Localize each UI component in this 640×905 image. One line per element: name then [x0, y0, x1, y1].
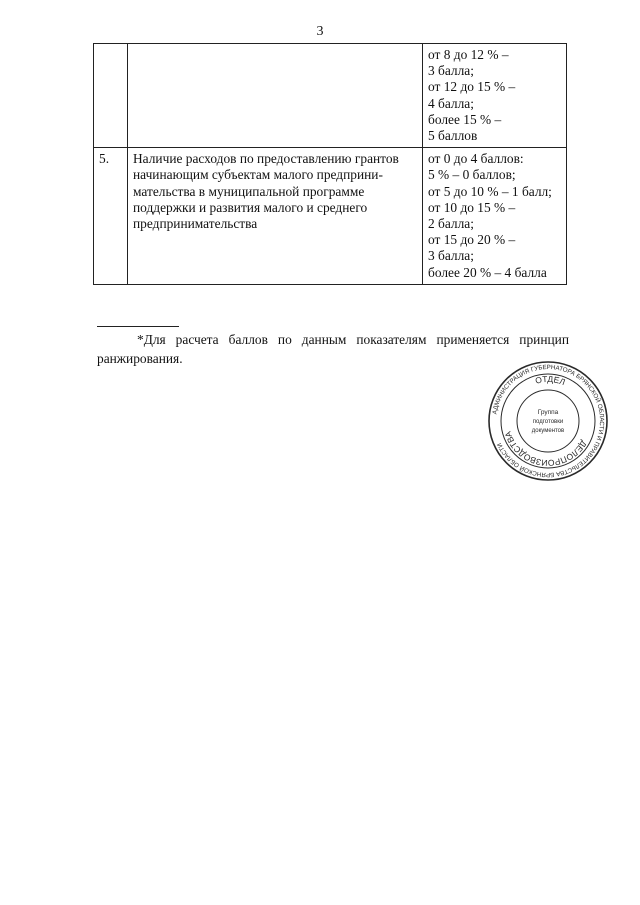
stamp-center-line: документов	[531, 428, 565, 434]
score-line: 2 балла;	[428, 216, 474, 232]
stamp-center-line: Группа	[537, 409, 559, 416]
score-cell	[423, 44, 567, 148]
footnote: *Для расчета баллов по данным показателям применяется принцип ранжирования.	[97, 332, 569, 366]
score-line: более 15 % –	[428, 111, 502, 127]
criterion-text-cell	[128, 148, 423, 285]
score-line: 5 % – 0 баллов;	[428, 167, 516, 183]
score-line: от 8 до 12 % –	[428, 47, 509, 62]
row-number-cell	[94, 44, 128, 148]
criterion-line: Наличие расходов по предоставлению грантов	[133, 151, 399, 167]
score-line: от 0 до 4 баллов:	[428, 151, 524, 167]
score-line: 5 баллов	[428, 128, 478, 144]
score-line: от 15 до 20 % –	[428, 232, 516, 248]
score-line: 3 балла;	[428, 248, 474, 264]
score-line: от 5 до 10 % – 1 балл;	[428, 183, 552, 199]
criterion-line: предпринимательства	[133, 216, 258, 232]
score-line: 4 балла;	[428, 95, 474, 111]
stamp-dept-text: ДЕЛОПРОИЗВОДСТВА	[502, 430, 589, 469]
criterion-text-cell	[128, 44, 423, 148]
criterion-line: поддержки и развития малого и среднего	[133, 199, 368, 215]
score-line: от 10 до 15 % –	[428, 199, 516, 215]
criteria-table	[93, 43, 567, 285]
score-line: более 20 % – 4 балла	[428, 264, 547, 280]
office-stamp	[487, 360, 609, 482]
score-line: от 12 до 15 % –	[428, 79, 516, 95]
footnote-divider	[97, 326, 179, 327]
table-row	[94, 148, 567, 285]
score-line: 3 балла;	[428, 63, 474, 79]
criterion-line: мательства в муниципальной программе	[133, 183, 365, 199]
page-number: 3	[316, 24, 324, 39]
table-row	[94, 44, 567, 148]
score-cell	[423, 148, 567, 285]
row-number-cell: 5.	[94, 148, 128, 285]
stamp-center-line: подготовки	[532, 419, 564, 425]
stamp-dept-text: ОТДЕЛ	[534, 373, 567, 388]
criterion-line: начинающим субъектам малого предприни-	[133, 167, 383, 183]
stamp-ring-text: АДМИНИСТРАЦИЯ ГУБЕРНАТОРА БРЯНСКОЙ ОБЛАСТИ И ПРАВИТЕЛЬСТВА БРЯНСКОЙ ОБЛАСТИ	[491, 363, 606, 479]
